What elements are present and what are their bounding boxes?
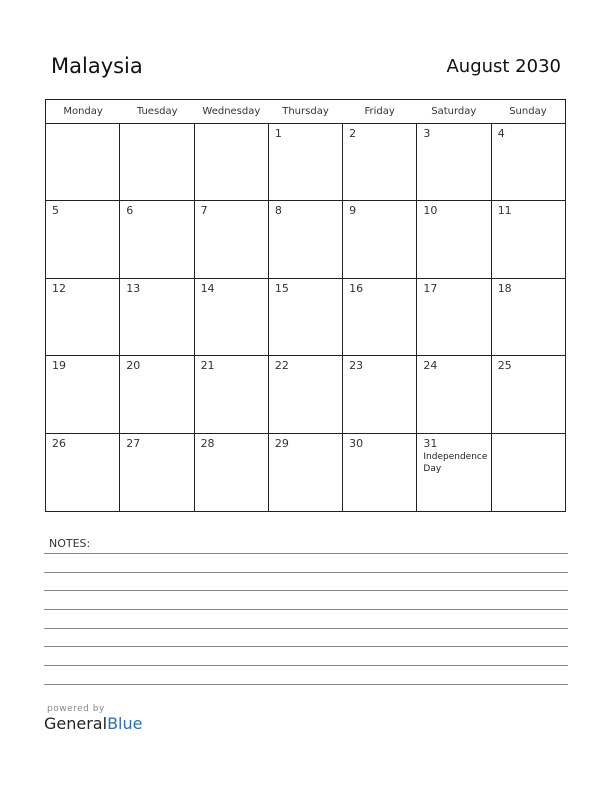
day-cell [343,434,417,511]
weekday-header-row [46,100,565,124]
footer-branding [44,704,142,732]
day-cell [269,279,343,355]
day-number: 15 [274,281,289,295]
day-number: 12 [52,281,66,295]
day-number: 11 [497,204,512,218]
brand-logo [44,716,142,732]
note-line [44,628,568,629]
day-number: 4 [497,127,505,140]
calendar-grid [45,99,566,512]
country-title: Malaysia [51,54,143,78]
day-cell [269,356,343,432]
day-cell [492,434,565,511]
day-cell [417,434,491,511]
day-cell [46,356,120,432]
note-line [44,572,568,573]
month-year-title: August 2030 [446,56,561,77]
weekday-monday: Monday [63,106,103,117]
day-cell [492,356,565,432]
note-line [44,609,568,610]
day-cell [417,356,491,432]
day-number: 3 [423,127,431,140]
weekday-wednesday: Wednesday [202,106,261,117]
day-number: 25 [497,359,512,373]
day-cell [195,124,269,200]
powered-by-text: powered by [47,704,105,714]
day-cell [343,201,417,277]
day-cell [46,434,120,511]
day-number: 27 [126,436,141,450]
day-cell [269,124,343,200]
note-line [44,665,568,666]
day-cell [120,434,194,511]
week-row-3 [46,279,565,356]
day-cell [46,279,120,355]
day-number: 21 [200,359,215,373]
day-number: 9 [349,204,357,218]
day-cell [343,279,417,355]
day-number: 10 [423,204,438,218]
day-cell [343,124,417,200]
weekday-thursday: Thursday [282,106,329,117]
week-row-2 [46,201,565,278]
weekday-tuesday: Tuesday [136,106,178,117]
notes-label: NOTES: [49,537,91,550]
day-number: 16 [349,281,364,295]
day-number: 5 [52,204,59,218]
day-number: 23 [349,359,364,373]
note-line [44,590,568,591]
day-number: 6 [126,204,134,218]
day-cell [343,356,417,432]
day-cell [120,124,194,200]
day-cell [46,124,120,200]
day-number: 26 [52,436,66,450]
day-number: 31 [423,436,438,450]
brand-blue-text: Blue [107,714,143,733]
day-cell [195,279,269,355]
day-cell [417,201,491,277]
day-cell [269,434,343,511]
weekday-saturday: Saturday [431,106,477,117]
day-number: 1 [274,127,282,140]
day-cell [120,201,194,277]
day-number: 2 [349,127,357,140]
day-cell [46,201,120,277]
brand-general-text: General [44,714,108,733]
day-cell [120,279,194,355]
day-cell [195,201,269,277]
day-cell [492,124,565,200]
day-number: 20 [126,359,141,373]
day-number: 19 [52,359,66,373]
day-number: 17 [423,281,438,295]
day-number: 28 [200,436,215,450]
note-line [44,646,568,647]
day-cell [417,279,491,355]
day-cell [492,201,565,277]
day-number: 22 [274,359,289,373]
day-cell [120,356,194,432]
day-number: 24 [423,359,438,373]
day-number: 18 [497,281,512,295]
day-cell [417,124,491,200]
holiday-label: Independence Day [423,451,488,474]
weekday-sunday: Sunday [509,106,547,117]
day-number: 13 [126,281,141,295]
day-number: 7 [200,204,208,218]
note-line [44,684,568,685]
day-cell [195,434,269,511]
day-cell [269,201,343,277]
day-number: 14 [200,281,215,295]
day-cell [492,279,565,355]
week-row-5 [46,434,565,511]
day-cell [195,356,269,432]
week-row-4 [46,356,565,433]
weekday-friday: Friday [364,106,395,117]
week-row-1 [46,124,565,201]
day-number: 30 [349,436,364,450]
day-number: 8 [274,204,282,218]
day-number: 29 [274,436,289,450]
note-line [44,553,568,554]
